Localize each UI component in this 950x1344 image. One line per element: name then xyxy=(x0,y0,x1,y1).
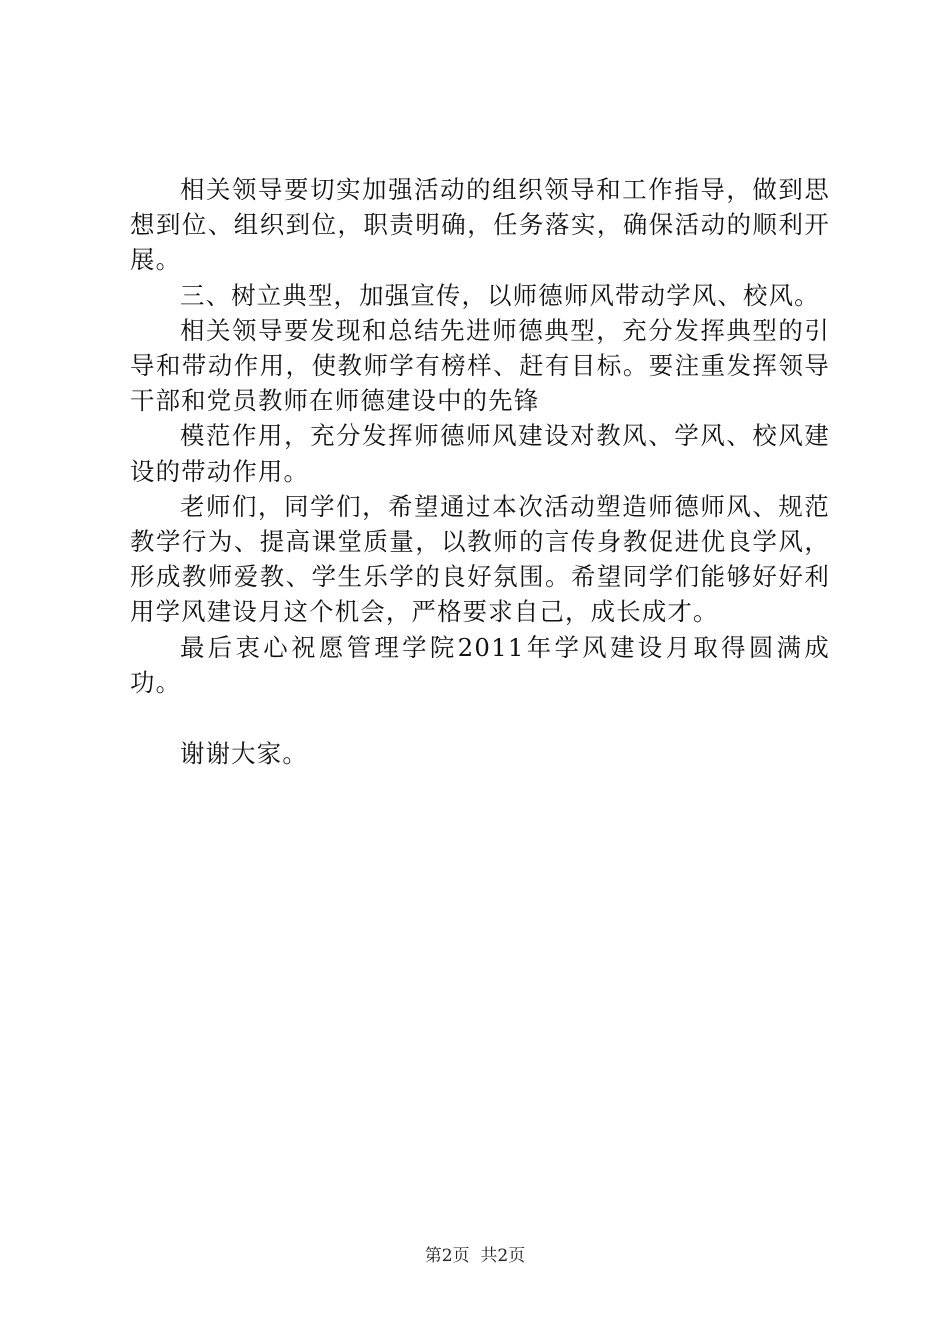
document-body xyxy=(130,172,830,771)
paragraph-heading-three: 三、树立典型，加强宣传，以师德师风带动学风、校风。 xyxy=(180,280,820,310)
paragraph-leadership: 相关领导要切实加强活动的组织领导和工作指导，做到思想到位、组织到位，职责明确，任务落实，确保活动的顺利开展。 xyxy=(130,175,830,275)
spacer xyxy=(130,700,830,736)
paragraph-teachers-students: 老师们，同学们，希望通过本次活动塑造师德师风、规范教学行为、提高课堂质量，以教师的言传身教促进优良学风，形成教师爱教、学生乐学的良好氛围。希望同学们能够好好利用学风建设月这个机会，严格要求自己，成长成才。 xyxy=(130,491,830,627)
paragraph-best-wishes: 最后衷心祝愿管理学院2011年学风建设月取得圆满成功。 xyxy=(130,632,830,697)
closing-thanks: 谢谢大家。 xyxy=(180,739,308,769)
page-number-label: 第2页 共2页 xyxy=(424,1246,526,1266)
paragraph-role-models-continued: 模范作用，充分发挥师德师风建设对教风、学风、校风建设的带动作用。 xyxy=(130,421,830,486)
page-footer xyxy=(0,1245,950,1267)
paragraph-role-models: 相关领导要发现和总结先进师德典型，充分发挥典型的引导和带动作用，使教师学有榜样、赶有目标。要注重发挥领导干部和党员教师在师德建设中的先锋 xyxy=(130,315,830,416)
